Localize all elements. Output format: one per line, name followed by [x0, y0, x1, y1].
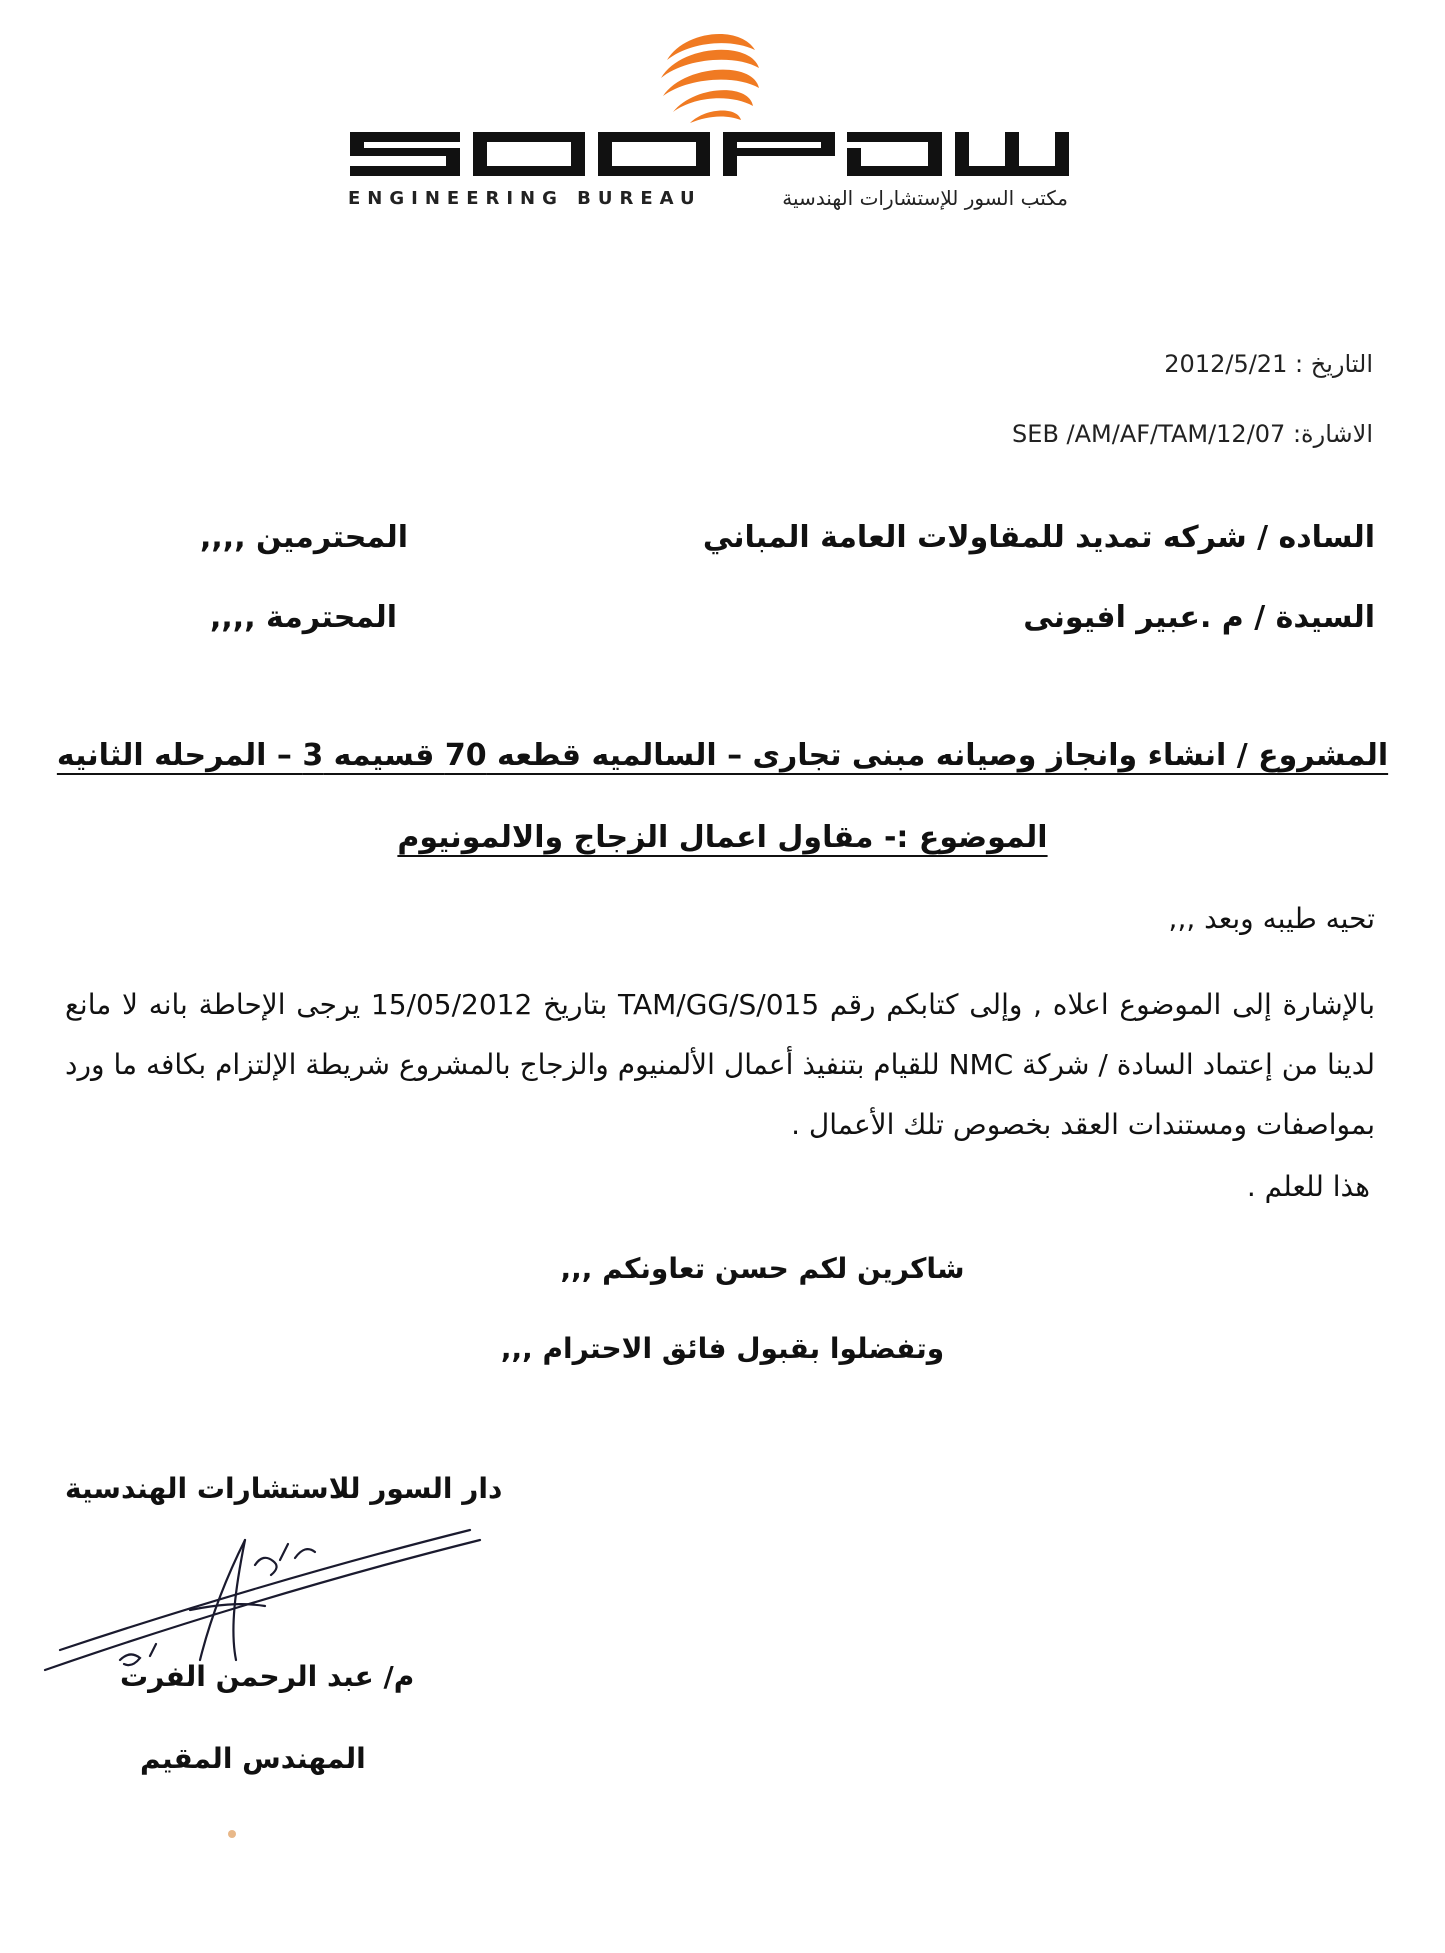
signature-graphic	[40, 1510, 490, 1680]
respect-line: وتفضلوا بقبول فائق الاحترام ,,,	[500, 1332, 945, 1365]
closing-note: هذا للعلم .	[1246, 1170, 1370, 1203]
addressee-honorific-2: المحترمة ,,,,	[210, 600, 397, 635]
reference-value: SEB /AM/AF/TAM/12/07	[1012, 420, 1286, 448]
greeting: تحيه طيبه وبعد ,,,	[1168, 902, 1375, 935]
handwritten-signature	[40, 1510, 490, 1680]
reference-line	[1012, 420, 1373, 448]
brand-wordmark	[350, 132, 1069, 176]
addressee-person: السيدة / م .عبير افيونى	[1023, 600, 1375, 635]
logo-graphic	[345, 20, 1075, 185]
date-line	[1164, 350, 1373, 378]
project-heading: المشروع / انشاء وانجاز وصيانه مبنى تجارى – السالميه قطعه 70 قسيمه 3 – المرحله الثانيه	[56, 738, 1389, 773]
tagline-arabic: مكتب السور للإستشارات الهندسية	[782, 186, 1068, 210]
tagline-english: ENGINEERING BUREAU	[348, 187, 702, 209]
letterhead-tagline	[348, 184, 1068, 212]
date-value: 2012/5/21	[1164, 350, 1288, 378]
date-label: التاريخ :	[1294, 350, 1373, 378]
addressee-company: الساده / شركه تمديد للمقاولات العامة المباني	[702, 520, 1375, 555]
signature-firm: دار السور للاستشارات الهندسية	[65, 1472, 503, 1505]
reference-label: الاشارة:	[1292, 420, 1373, 448]
addressee-honorific-1: المحترمين ,,,,	[200, 520, 409, 555]
body-paragraph: بالإشارة إلى الموضوع اعلاه , وإلى كتابكم رقم TAM/GG/S/015 بتاريخ 15/05/2012 يرجى الإحاطة بانه لا مانع لدينا من إعتماد السادة / شركة NMC للقيام بتنفيذ أعمال الألمنيوم والزجاج بالمشروع شريطة الإلتزام بكافه ما ورد بمواصفات ومستندات العقد بخصوص تلك الأعمال .	[65, 988, 1376, 1141]
swirl-emblem	[660, 25, 760, 125]
thanks-line: شاكرين لكم حسن تعاونكم ,,,	[560, 1252, 965, 1285]
signer-title: المهندس المقيم	[140, 1742, 366, 1775]
signer-name: م/ عبد الرحمن الفرت	[120, 1660, 415, 1693]
subject-heading: الموضوع :- مقاول اعمال الزجاج والالمونيوم	[397, 820, 1048, 855]
scan-speck	[228, 1830, 236, 1838]
